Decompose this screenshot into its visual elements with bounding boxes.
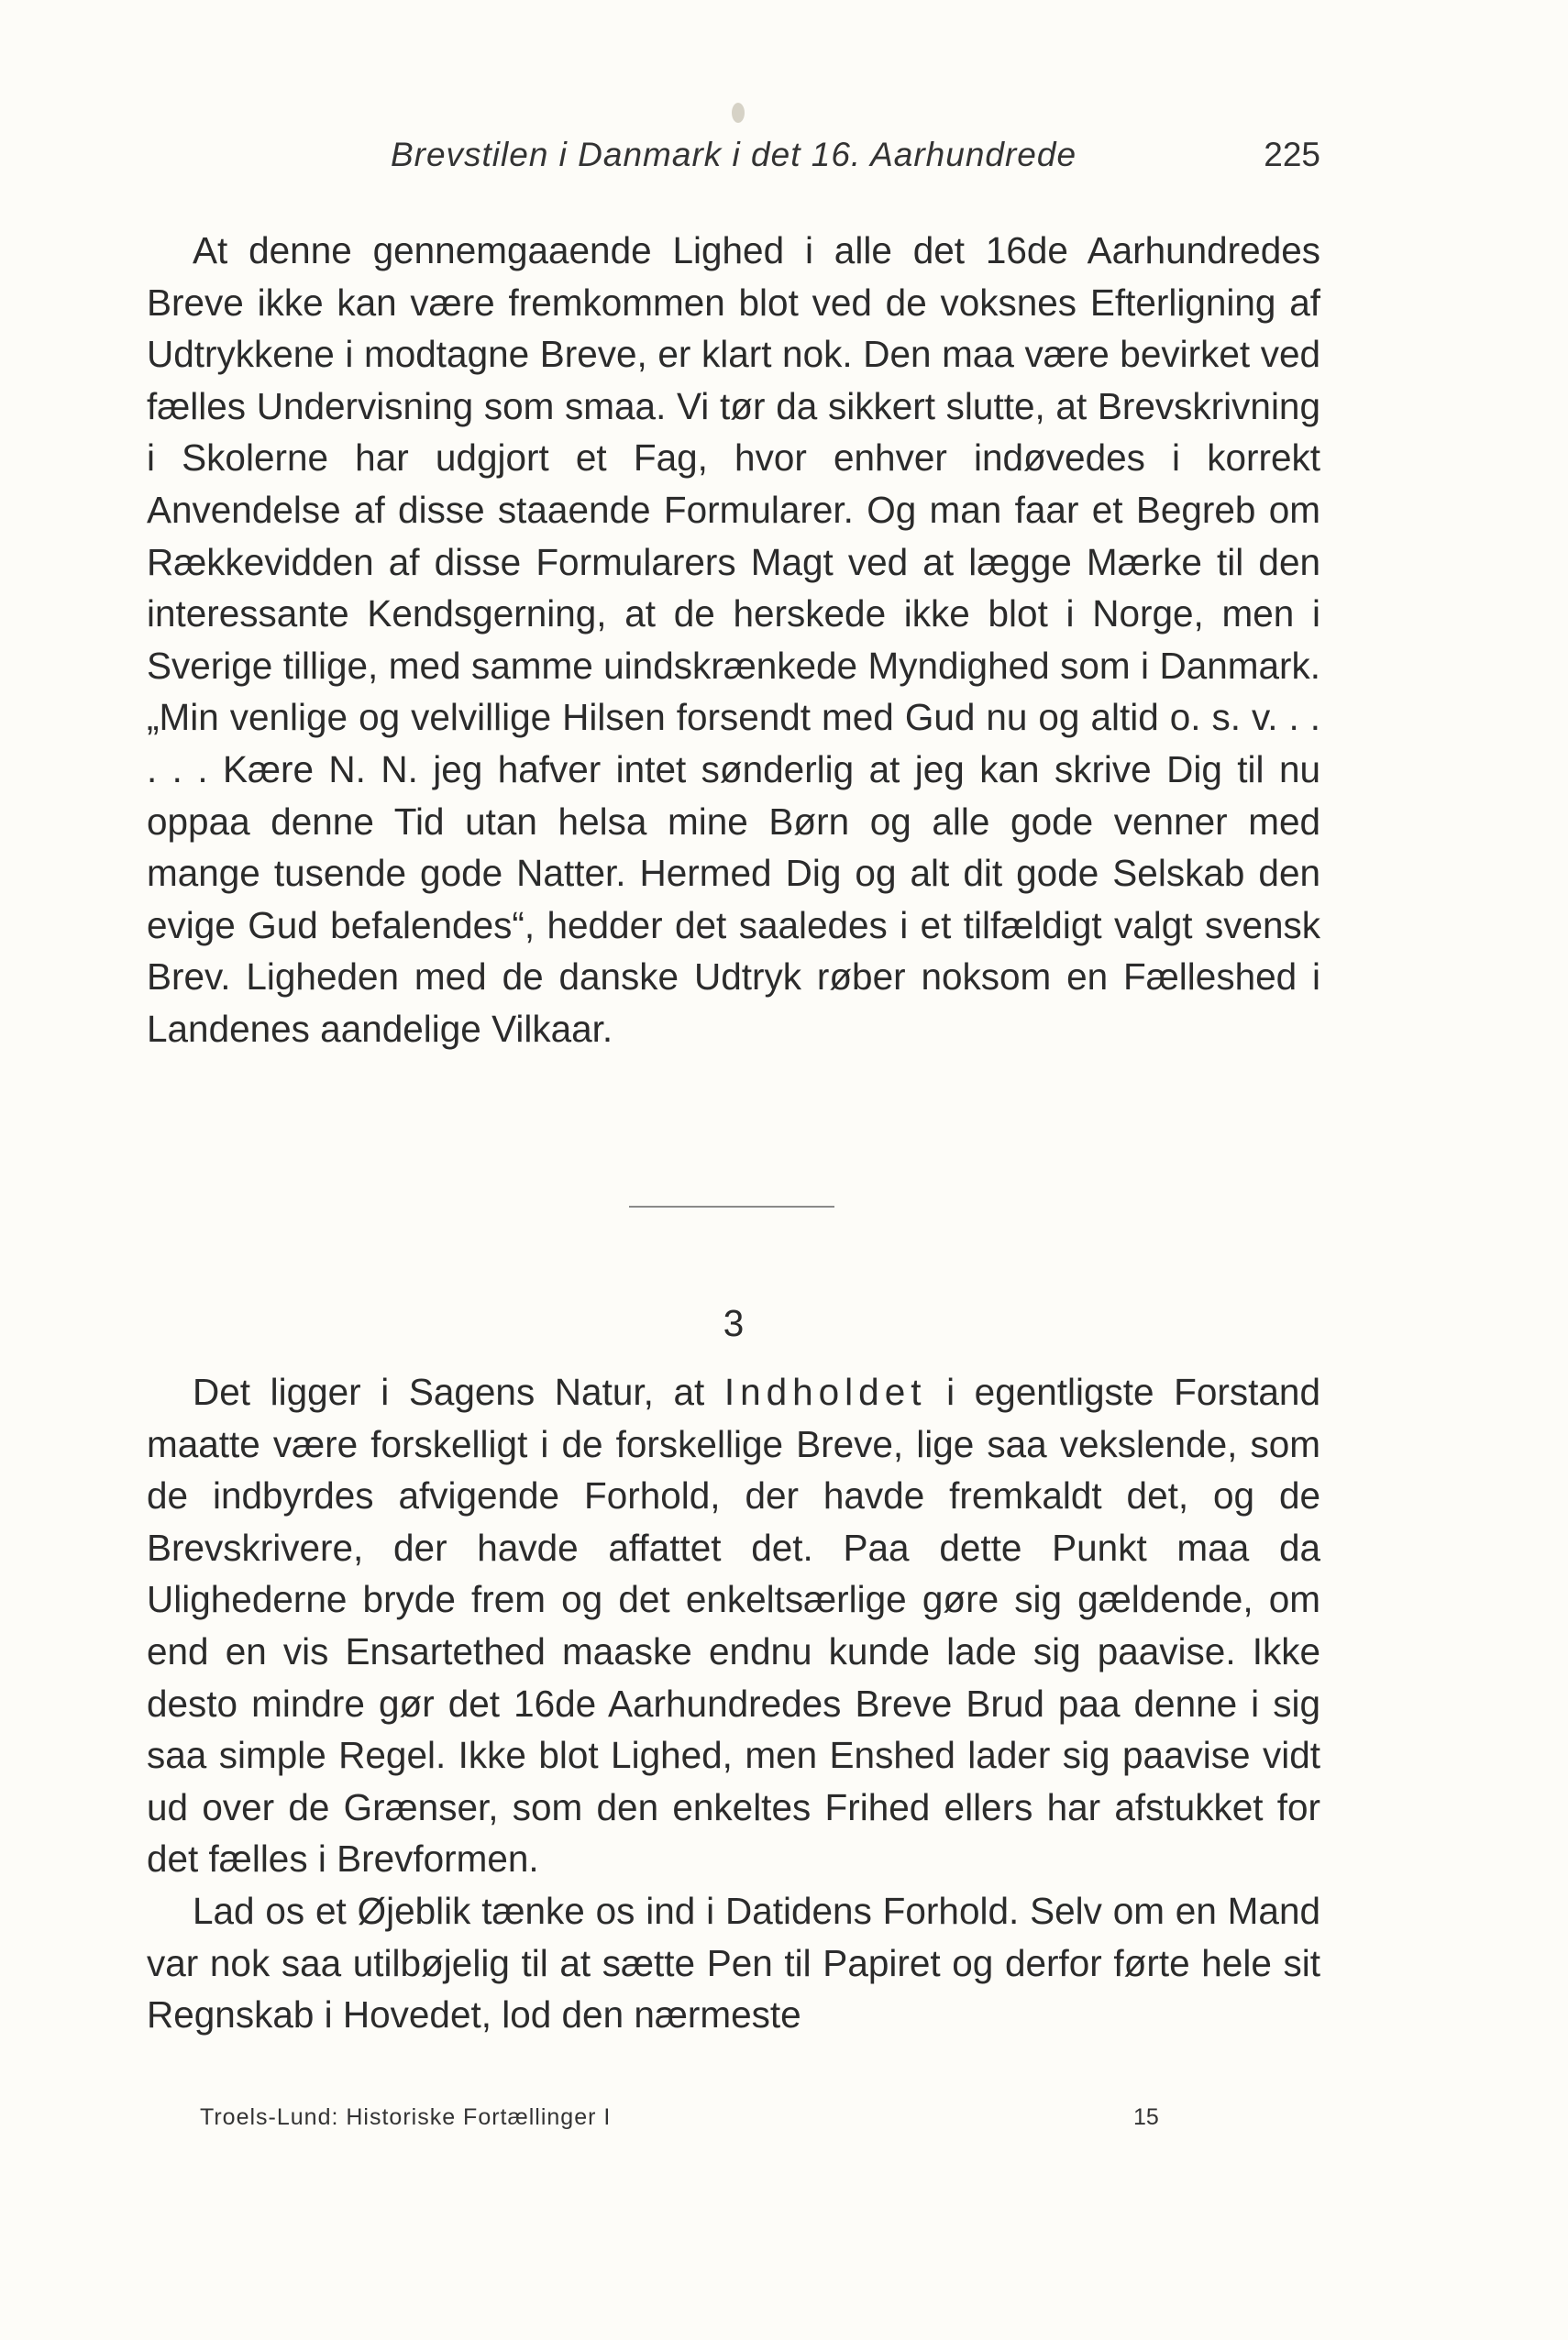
- footer-label: Troels-Lund: Historiske Fortællinger I: [200, 2104, 612, 2130]
- section-3-text: [147, 1366, 1320, 2041]
- paper-speck: [732, 103, 745, 123]
- running-title: Brevstilen i Danmark i det 16. Aarhundrede: [390, 136, 1077, 173]
- paragraph: At denne gennemgaaende Lighed i alle det 16de Aarhundredes Breve ikke kan være fremkommen blot ved de voksnes Efterligning af Udtrykkene i modtagne Breve, er klart nok. Den maa være bevirket ved fælles Undervisning som smaa. Vi tør da sikkert slutte, at Brevskrivning i Skolerne har udgjort et Fag, hvor enhver indøvedes i korrekt Anvendelse af disse staaende Formularer. Og man faar et Begreb om Rækkevidden af disse Formularers Magt ved at lægge Mærke til den interessante Kendsgerning, at de herskede ikke blot i Norge, men i Sverige tillige, med samme uindskrænkede Myndighed som i Danmark. „Min venlige og velvillige Hilsen forsendt med Gud nu og altid o. s. v. . . . . . Kære N. N. jeg hafver intet sønderlig at jeg kan skrive Dig til nu oppaa denne Tid utan helsa mine Børn og alle gode venner med mange tusende gode Natter. Hermed Dig og alt dit gode Selskab den evige Gud befalendes“, hedder det saaledes i et tilfældigt valgt svensk Brev. Ligheden med de danske Udtryk røber noksom en Fælleshed i Landenes aandelige Vilkaar.: [147, 229, 1320, 1050]
- paragraph: [147, 1366, 1320, 1885]
- continued-paragraph-block: [147, 225, 1320, 1055]
- page-number: 225: [1264, 136, 1320, 173]
- paragraph-text: Det ligger i Sagens Natur, at: [193, 1371, 705, 1413]
- paragraph-text: i egentligste Forstand maatte være forskelligt i de forskellige Breve, lige saa vekslende, som de indbyrdes afvigende Forhold, der havde fremkaldt det, og de Brevskrivere, der havde affattet det. Paa dette Punkt maa da Ulighederne bryde frem og det enkeltsærlige gøre sig gældende, om end en vis Ensartethed maaske endnu kunde lade sig paavise. Ikke desto mindre gør det 16de Aarhundredes Breve Brud paa denne i sig saa simple Regel. Ikke blot Lighed, men Enshed lader sig paavise vidt ud over de Grænser, som den enkeltes Frihed ellers har afstukket for det fælles i Brevformen.: [147, 1371, 1320, 1881]
- section-divider: [629, 1206, 834, 1208]
- running-head: [147, 136, 1320, 191]
- paragraph: Lad os et Øjeblik tænke os ind i Datidens Forhold. Selv om en Mand var nok saa utilbøjelig til at sætte Pen til Papiret og derfor førte hele sit Regnskab i Hovedet, lod den nærmeste: [147, 1889, 1320, 2036]
- signature-mark: 15: [1133, 2104, 1159, 2130]
- page-footer: [200, 2104, 1163, 2141]
- emphasized-word: Indholdet: [723, 1371, 927, 1413]
- section-number: 3: [723, 1302, 745, 1344]
